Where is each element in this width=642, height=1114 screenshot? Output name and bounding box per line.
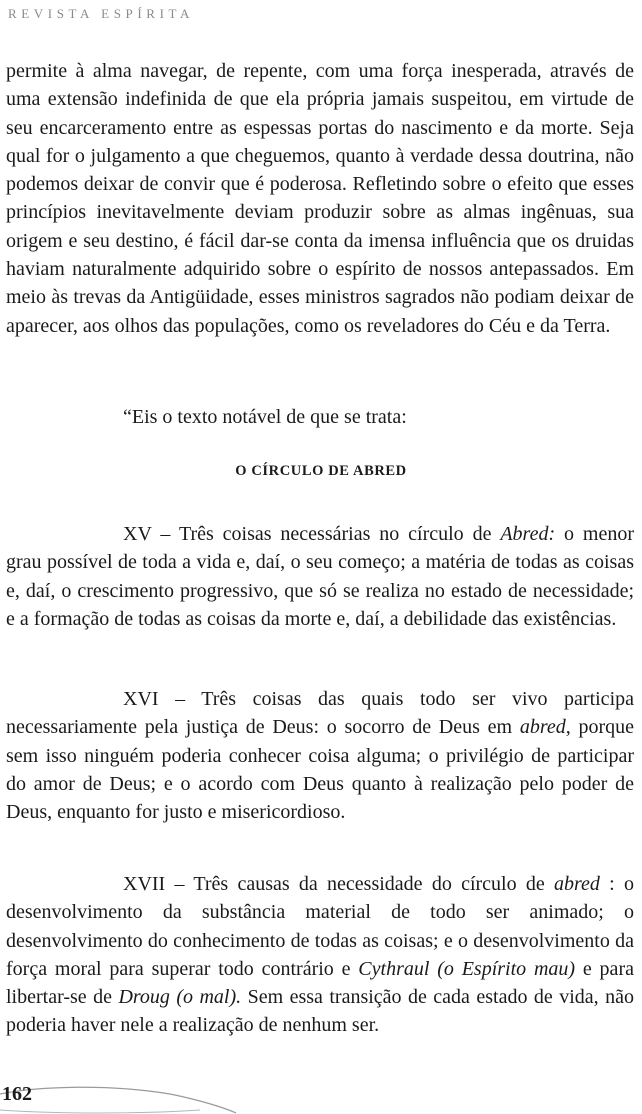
page-number: 162 [2,1083,32,1105]
section-heading: O CÍRCULO DE ABRED [235,463,407,479]
footer-swoosh-ornament [0,1080,240,1114]
paragraph-xvi [6,685,634,826]
xv-rest: o menor grau possível de toda a vida e, daí, o seu começo; a matéria de todas as coisas e, daí, o crescimento progressivo, que só se realiza no estado de necessidade; e a formação de todas as coisas da morte e, daí, a debilidade das existências. [6,523,635,630]
xvii-term: abred [554,873,600,895]
intro-paragraph: permite à alma navegar, de repente, com uma força inesperada, através de uma extensão indefinida de que ela própria jamais suspeitou, em virtude de seu encarceramento entre as espessas portas do nascimento e da morte. Seja qual for o julgamento a que cheguemos, quanto à verdade dessa doutrina, não podemos deixar de convir que é poderosa. Refletindo sobre o efeito que esses princípios inevitavelmente deviam produzir sobre as almas ingênuas, sua origem e seu destino, é fácil dar-se conta da imensa influência que os druidas haviam naturalmente adquirido sobre o espírito de nossos antepassados. Em meio às trevas da Antigüidade, esses ministros sagrados não podiam deixar de aparecer, aos olhos das populações, como os reveladores do Céu e da Terra. [6,60,634,337]
xvi-term: abred [519,716,566,739]
xvi-rest: , porque sem isso ninguém poderia conhecer coisa alguma; o privilégio de participar do amor de Deus; e o acordo com Deus quanto à realização pelo poder de Deus, enquanto for justo e misericordioso. [6,716,635,824]
paragraph-xvii [6,870,634,1040]
xvii-mid1: : o desenvolvimento da substância material de todo ser animado; o desenvolvimento do conhecimento de todas as coisas; e o desenvolvimento da força moral para superar todo contrário e [6,873,634,980]
xv-lead: XV – Três coisas necessárias no círculo de [123,523,501,545]
running-header: REVISTA ESPÍRITA [8,6,194,21]
xv-term: Abred: [500,523,556,545]
xvii-rest: Sem essa transição de cada estado de vida, não poderia haver nele a realização de nenhum ser. [6,986,634,1037]
xvii-term2: Cythraul (o Espírito mau) [358,957,576,980]
paragraph-xv [6,520,634,633]
xvii-term3: Droug (o mal). [118,986,242,1009]
xvi-lead: XVI – Três coisas das quais todo ser vivo participa necessariamente pela justiça de Deus: o socorro de Deus em [6,688,634,739]
quote-intro: “Eis o texto notável de que se trata: [123,406,407,428]
xvii-lead: XVII – Três causas da necessidade do círculo de [123,873,554,895]
xvii-mid2: e para libertar-se de [6,957,634,1009]
